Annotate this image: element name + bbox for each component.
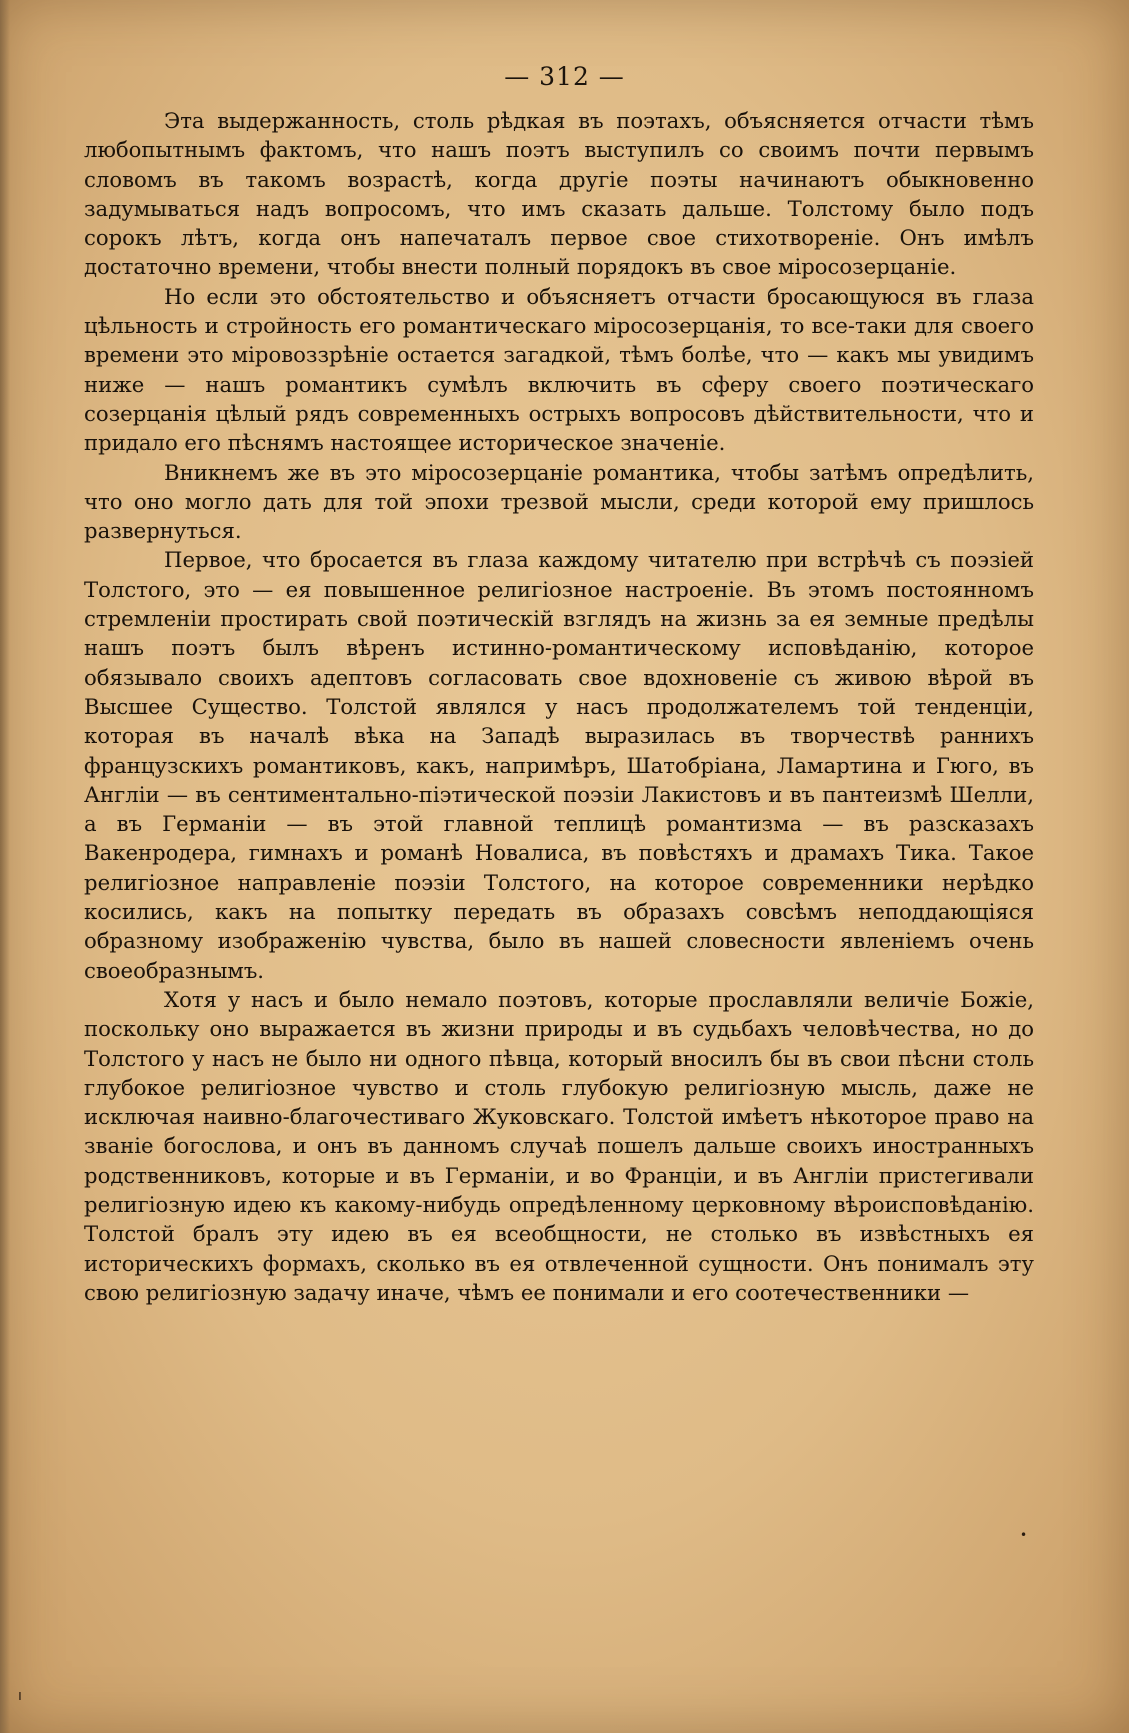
page-number: — 312 — bbox=[504, 62, 625, 91]
paragraph: Первое, что бросается въ глаза каждому читателю при встрѣчѣ съ поэзіей Толстого, это — ея повышенное религіозное настроеніе. Въ этомъ постоянномъ стремленіи простирать свой поэтическій взглядъ на жизнь за ея земные предѣлы нашъ поэтъ былъ вѣренъ истинно-романтическому исповѣданію, которое обязывало своихъ адептовъ согласовать свое вдохновеніе съ живою вѣрой въ Высшее Существо. Толстой являлся у насъ продолжателемъ той тенденціи, которая въ началѣ вѣка на Западѣ выразилась въ творчествѣ раннихъ французскихъ романтиковъ, какъ, напримѣръ, Шатобріана, Ламартина и Гюго, въ Англіи — въ сентиментально-піэтической поэзіи Лакистовъ и въ пантеизмѣ Шелли, а въ Германіи — въ этой главной теплицѣ романтизма — въ разсказахъ Вакенродера, гимнахъ и романѣ Новалиса, въ повѣстяхъ и драмахъ Тика. Такое религіозное направленіе поэзіи Толстого, на которое современники нерѣдко косились, какъ на попытку передать въ образахъ совсѣмъ неподдающіяся образному изображенію чувства, было въ нашей словесности явленіемъ очень своеобразнымъ. bbox=[84, 547, 1034, 983]
body-text bbox=[84, 106, 1034, 1307]
page-edge-shadow bbox=[0, 0, 10, 1733]
ink-speck: • bbox=[1020, 1528, 1028, 1542]
paragraph: Эта выдержанность, столь рѣдкая въ поэтахъ, объясняется отчасти тѣмъ любопытнымъ фактомъ, что нашъ поэтъ выступилъ со своимъ почти первымъ словомъ въ такомъ возрастѣ, когда другіе поэты начинаютъ обыкновенно задумываться надъ вопросомъ, что имъ сказать дальше. Толстому было подъ сорокъ лѣтъ, когда онъ напечаталъ первое свое стихотвореніе. Онъ имѣлъ достаточно времени, чтобы внести полный порядокъ въ свое міросозерцаніе. bbox=[84, 108, 1034, 280]
paragraph: Вникнемъ же въ это міросозерцаніе романтика, чтобы затѣмъ опредѣлить, что оно могло дать для той эпохи трезвой мысли, среди которой ему пришлось развернуться. bbox=[84, 459, 1034, 544]
paragraph: Но если это обстоятельство и объясняетъ отчасти бросающуюся въ глаза цѣльность и стройность его романтическаго міросозерцанія, то все-таки для своего времени это міровоззрѣніе остается загадкой, тѣмъ болѣе, что — какъ мы увидимъ ниже — нашъ романтикъ сумѣлъ включить въ сферу своего поэтическаго созерцанія цѣлый рядъ современныхъ острыхъ вопросовъ дѣйствительности, что и придало его пѣснямъ настоящее историческое значеніе. bbox=[84, 283, 1034, 456]
paragraph: Хотя у насъ и было немало поэтовъ, которые прославляли величіе Божіе, поскольку оно выражается въ жизни природы и въ судьбахъ человѣчества, но до Толстого у насъ не было ни одного пѣвца, который вносилъ бы въ свои пѣсни столь глубокое религіозное чувство и столь глубокую религіозную мысль, даже не исключая наивно-благочестиваго Жуковскаго. Толстой имѣетъ нѣкоторое право на званіе богослова, и онъ въ данномъ случаѣ пошелъ дальше своихъ иностранныхъ родственниковъ, которые и въ Германіи, и во Франціи, и въ Англіи пристегивали религіозную идею къ какому-нибудь опредѣленному церковному вѣроисповѣданію. Толстой бралъ эту идею въ ея всеобщности, не столько въ извѣстныхъ ея историческихъ формахъ, сколько въ ея отвлеченной сущности. Онъ понималъ эту свою религіозную задачу иначе, чѣмъ ее понимали и его соотечественники — bbox=[84, 986, 1034, 1305]
margin-mark: ı bbox=[18, 1688, 22, 1704]
